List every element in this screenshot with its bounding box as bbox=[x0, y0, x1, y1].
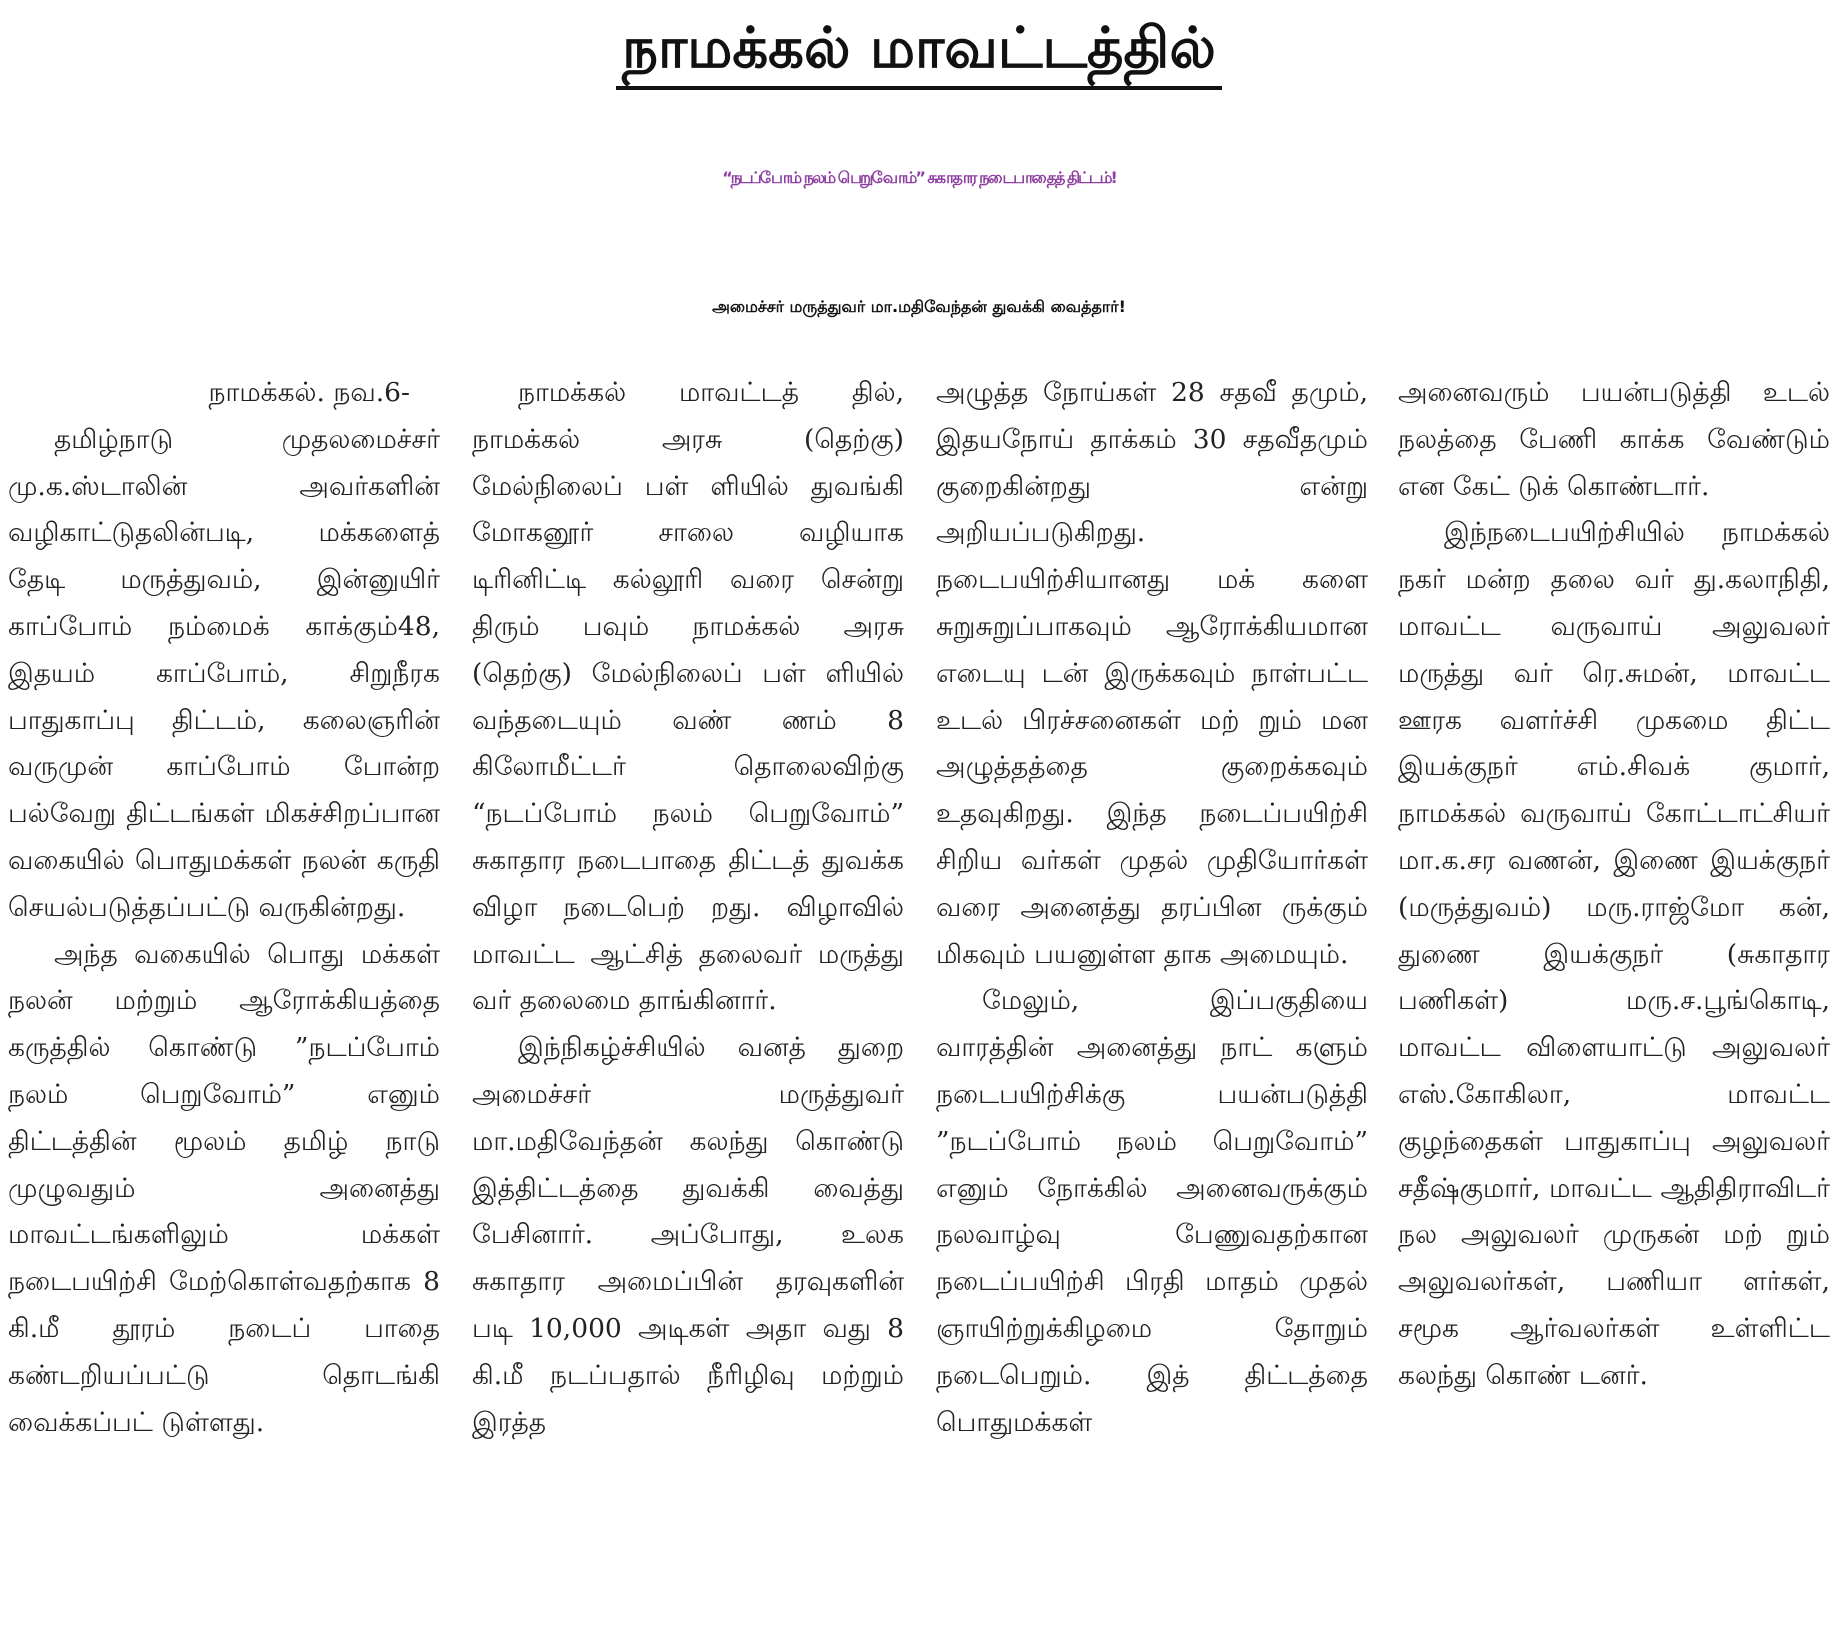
subheadline: அமைச்சர் மருத்துவர் மா.மதிவேந்தன் துவக்கி வைத்தார்! bbox=[712, 297, 1126, 316]
article-column-3 bbox=[936, 370, 1368, 1632]
article-column-4 bbox=[1398, 370, 1830, 1632]
paragraph: மேலும், இப்பகுதியை வாரத்தின் அனைத்து நாட் களும் நடைபயிற்சிக்கு பயன்படுத்தி ”நடப்போம் நலம் பெறுவோம்” எனும் நோக்கில் அனைவருக்கும் நலவாழ்வு பேணுவதற்கான நடைப்பயிற்சி பிரதி மாதம் முதல் ஞாயிற்றுக்கிழமை தோறும் நடைபெறும். இத் திட்டத்தை பொதுமக்கள் bbox=[936, 985, 1368, 1438]
article-body bbox=[8, 370, 1830, 1632]
article-column-1 bbox=[8, 370, 440, 1632]
headline: “நடப்போம் நலம் பெறுவோம்” சுகாதார நடைபாதைத் திட்டம்! bbox=[722, 168, 1116, 187]
article-column-2 bbox=[472, 370, 904, 1632]
paragraph: இந்நிகழ்ச்சியில் வனத் துறை அமைச்சர் மருத்துவர் மா.மதிவேந்தன் கலந்து கொண்டு இத்திட்டத்தை துவக்கி வைத்து பேசினார். அப்போது, உலக சுகாதார அமைப்பின் தரவுகளின் படி 10,000 அடிகள் அதா வது 8 கி.மீ நடப்பதால் நீரிழிவு மற்றும் இரத்த bbox=[472, 1032, 904, 1438]
paragraph: தமிழ்நாடு முதலமைச்சர் மு.க.ஸ்டாலின் அவர்களின் வழிகாட்டுதலின்படி, மக்களைத் தேடி மருத்துவம், இன்னுயிர் காப்போம் நம்மைக் காக்கும்48, இதயம் காப்போம், சிறுநீரக பாதுகாப்பு திட்டம், கலைஞரின் வருமுன் காப்போம் போன்ற பல்வேறு திட்டங்கள் மிகச்சிறப்பான வகையில் பொதுமக்கள் நலன் கருதி செயல்படுத்தப்பட்டு வருகின்றது. bbox=[8, 423, 440, 923]
paragraph: நாமக்கல் மாவட்டத் தில், நாமக்கல் அரசு (தெற்கு) மேல்நிலைப் பள் ளியில் துவங்கி மோகனூர் சாலை வழியாக டிரினிட்டி கல்லூரி வரை சென்று திரும் பவும் நாமக்கல் அரசு (தெற்கு) மேல்நிலைப் பள் ளியில் வந்தடையும் வண் ணம் 8 கிலோமீட்டர் தொலைவிற்கு “நடப்போம் நலம் பெறுவோம்” சுகாதார நடைபாதை திட்டத் துவக்க விழா நடைபெற் றது. விழாவில் மாவட்ட ஆட்சித் தலைவர் மருத்து வர் தலைமை தாங்கினார். bbox=[472, 377, 904, 1017]
paragraph: அந்த வகையில் பொது மக்கள் நலன் மற்றும் ஆரோக்கியத்தை கருத்தில் கொண்டு ”நடப்போம் நலம் பெறுவோம்” எனும் திட்டத்தின் மூலம் தமிழ் நாடு முழுவதும் அனைத்து மாவட்டங்களிலும் மக்கள் நடைபயிற்சி மேற்கொள்வதற்காக 8 கி.மீ தூரம் நடைப் பாதை கண்டறியப்பட்டு தொடங்கி வைக்கப்பட் டுள்ளது. bbox=[8, 938, 440, 1438]
paragraph: அழுத்த நோய்கள் 28 சதவீ தமும், இதயநோய் தாக்கம் 30 சதவீதமும் குறைகின்றது என்று அறியப்படுகிறது. நடைபயிற்சியானது மக் களை சுறுசுறுப்பாகவும் ஆரோக்கியமான எடையு டன் இருக்கவும் நாள்பட்ட உடல் பிரச்சனைகள் மற் றும் மன அழுத்தத்தை குறைக்கவும் உதவுகிறது. இந்த நடைப்பயிற்சி சிறிய வர்கள் முதல் முதியோர்கள் வரை அனைத்து தரப்பின ருக்கும் மிகவும் பயனுள்ள தாக அமையும். bbox=[936, 377, 1368, 970]
kicker-wrapper bbox=[0, 14, 1838, 90]
dateline: நாமக்கல். நவ.6- bbox=[208, 377, 410, 408]
paragraph: இந்நடைபயிற்சியில் நாமக்கல் நகர் மன்ற தலை வர் து.கலாநிதி, மாவட்ட வருவாய் அலுவலர் மருத்து வர் ரெ.சுமன், மாவட்ட ஊரக வளர்ச்சி முகமை திட்ட இயக்குநர் எம்.சிவக் குமார், நாமக்கல் வருவாய் கோட்டாட்சியர் மா.க.சர வணன், இணை இயக்குநர் (மருத்துவம்) மரு.ராஜ்மோ கன், துணை இயக்குநர் (சுகாதார பணிகள்) மரு.ச.பூங்கொடி, மாவட்ட விளையாட்டு அலுவலர் எஸ்.கோகிலா, மாவட்ட குழந்தைகள் பாதுகாப்பு அலுவலர் சதீஷ்குமார், மாவட்ட ஆதிதிராவிடர் நல அலுவலர் முருகன் மற் றும் அலுவலர்கள், பணியா ளர்கள், சமூக ஆர்வலர்கள் உள்ளிட்ட கலந்து கொண் டனர். bbox=[1398, 517, 1830, 1391]
paragraph: அனைவரும் பயன்படுத்தி உடல் நலத்தை பேணி காக்க வேண்டும் என கேட் டுக் கொண்டார். bbox=[1398, 377, 1830, 502]
kicker-heading: நாமக்கல் மாவட்டத்தில் bbox=[616, 14, 1222, 90]
